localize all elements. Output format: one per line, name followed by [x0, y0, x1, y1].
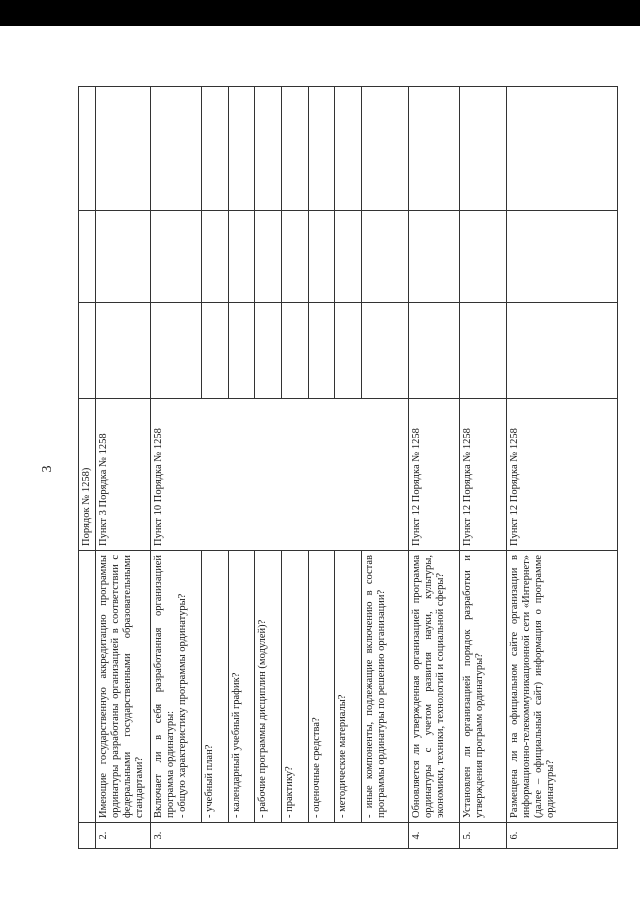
table-row — [408, 87, 459, 849]
question-cell: Имеющие государственную аккредитацию программы ординатуры разработаны организацией в соответствии с федеральными государственными образовательными стандартами? — [96, 551, 150, 823]
table-row — [150, 87, 201, 849]
ref-cell: Пункт 12 Порядка № 1258 — [408, 399, 459, 551]
subitem-cell: - календарный учебный график? — [228, 551, 255, 823]
row-number: 2. — [96, 823, 150, 849]
question-cell: Установлен ли организацией порядок разработки и утверждения программ ординатуры? — [460, 551, 507, 823]
ref-cell: Пункт 3 Порядка № 1258 — [96, 399, 150, 551]
question-line: Включает ли в себя разработанная организацией программа ординатуры: — [152, 555, 176, 818]
ref-cell: Пункт 10 Порядка № 1258 — [150, 399, 408, 551]
row-number: 5. — [460, 823, 507, 849]
subitem-cell: - оценочные средства? — [308, 551, 335, 823]
question-cell: Обновляется ли утвержденная организацией программа ординатуры с учетом развития науки, культуры, экономики, техники, технологий и социальной сферы? — [408, 551, 459, 823]
table-row — [460, 87, 507, 849]
page-number: 3 — [40, 465, 55, 473]
subitem-cell: - учебный план? — [201, 551, 228, 823]
table-row — [507, 87, 618, 849]
ref-cell: Порядок № 1258) — [79, 399, 96, 551]
table-row — [96, 87, 150, 849]
question-line: - общую характеристику программы ординатуры? — [176, 593, 188, 818]
subitem-cell: - рабочие программы дисциплин (модулей)? — [255, 551, 282, 823]
row-number: 3. — [150, 823, 408, 849]
subitem-cell: - практику? — [281, 551, 308, 823]
question-cell: Размещена ли на официальном сайте организации в информационно-телекоммуникационной сети «Интернет» (далее – официальный сайт) информация о программе ординатуры? — [507, 551, 618, 823]
row-number: 6. — [507, 823, 618, 849]
checklist-table — [78, 86, 618, 849]
row-number: 4. — [408, 823, 459, 849]
ref-cell: Пункт 12 Порядка № 1258 — [507, 399, 618, 551]
subitem-cell: - иные компоненты, подлежащие включению в состав программы ординатуры по решению организации? — [361, 551, 408, 823]
ref-cell: Пункт 12 Порядка № 1258 — [460, 399, 507, 551]
scan-top-bar — [0, 0, 640, 26]
checklist-rotated — [78, 87, 618, 849]
question-cell — [150, 551, 201, 823]
table-row — [79, 87, 96, 849]
subitem-cell: - методические материалы? — [335, 551, 362, 823]
